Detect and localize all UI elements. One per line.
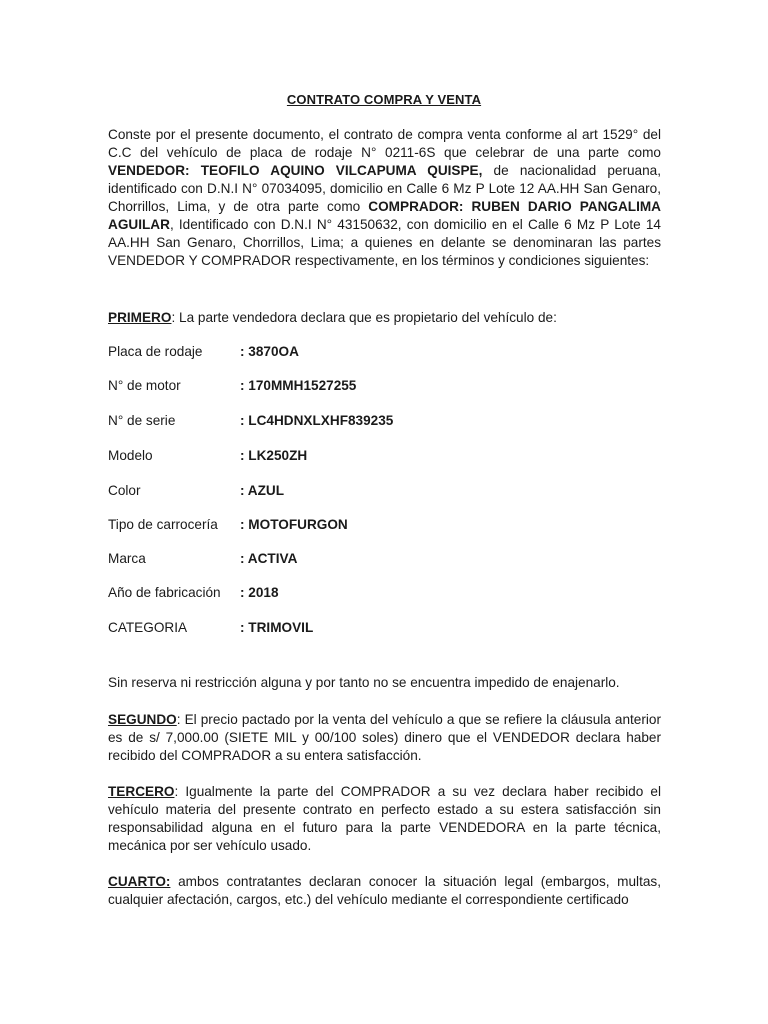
- field-row: [108, 412, 668, 430]
- field-label: Marca: [108, 551, 146, 566]
- segundo-text: : El precio pactado por la venta del vehículo a que se refiere la cláusula anterior es de s/ 7,000.00 (SIETE MIL y 00/100 soles) dinero que el VENDEDOR declara haber recibido del COMPRADOR a su entera satisfacción.: [108, 712, 661, 763]
- field-value: : 170MMH1527255: [240, 378, 357, 393]
- primero-text: : La parte vendedora declara que es propietario del vehículo de:: [171, 310, 557, 325]
- segundo-label: SEGUNDO: [108, 712, 177, 727]
- tercero-text: : Igualmente la parte del COMPRADOR a su vez declara haber recibido el vehículo materia del presente contrato en perfecto estado a su estera satisfacción sin responsabilidad alguna en el futuro para la parte VENDEDORA en la parte técnica, mecánica por ser vehículo usado.: [108, 784, 661, 853]
- field-row: [108, 447, 668, 465]
- field-label: Placa de rodaje: [108, 344, 203, 359]
- field-label: N° de motor: [108, 378, 181, 393]
- clause-tercero: [108, 783, 661, 855]
- field-label: Modelo: [108, 448, 153, 463]
- field-label: CATEGORIA: [108, 620, 188, 635]
- intro-text-1: Conste por el presente documento, el contrato de compra venta conforme al art 1529° del C.C del vehículo de placa de rodaje N° 0211-6S que celebrar de una parte como: [108, 127, 661, 160]
- seller-label: VENDEDOR: TEOFILO AQUINO VILCAPUMA QUISPE,: [108, 163, 483, 178]
- field-label: N° de serie: [108, 413, 176, 428]
- field-label: Color: [108, 483, 141, 498]
- field-value: : TRIMOVIL: [240, 620, 314, 635]
- field-value: : LC4HDNXLXHF839235: [240, 413, 394, 428]
- reserva-statement: Sin reserva ni restricción alguna y por tanto no se encuentra impedido de enajenarlo.: [108, 675, 620, 690]
- field-row: [108, 516, 668, 534]
- field-value: : AZUL: [240, 483, 285, 498]
- field-value: : 3870OA: [240, 344, 299, 359]
- cuarto-text: ambos contratantes declaran conocer la situación legal (embargos, multas, cualquier afectación, cargos, etc.) del vehículo mediante el correspondiente certificado: [108, 874, 661, 907]
- field-value: : ACTIVA: [240, 551, 298, 566]
- field-row: [108, 584, 668, 602]
- field-row: [108, 619, 668, 637]
- intro-text-2: de nacionalidad peruana, identificado con D.N.I N° 07034095, domicilio en Calle 6 Mz P Lote 12 AA.HH San Genaro, Chorrillos, Lima, y de otra parte como: [108, 163, 661, 214]
- primero-label: PRIMERO: [108, 310, 172, 325]
- document-title: CONTRATO COMPRA Y VENTA: [286, 92, 482, 107]
- field-value: : MOTOFURGON: [240, 517, 348, 532]
- clause-cuarto: [108, 873, 661, 909]
- field-value: : 2018: [240, 585, 279, 600]
- buyer-label: COMPRADOR: RUBEN DARIO PANGALIMA AGUILAR: [108, 199, 661, 232]
- cuarto-label: CUARTO:: [108, 874, 171, 889]
- field-row: [108, 482, 668, 500]
- field-row: [108, 550, 668, 568]
- field-label: Tipo de carrocería: [108, 517, 218, 532]
- intro-paragraph: [108, 126, 661, 270]
- field-row: [108, 343, 668, 361]
- clause-segundo: [108, 711, 661, 765]
- tercero-label: TERCERO: [108, 784, 175, 799]
- field-label: Año de fabricación: [108, 585, 221, 600]
- intro-text-3: , Identificado con D.N.I N° 43150632, con domicilio en el Calle 6 Mz P Lote 14 AA.HH San Genaro, Chorrillos, Lima; a quienes en delante se denominaran las partes VENDEDOR Y COMPRADOR respectivamente, en los términos y condiciones siguientes:: [108, 217, 661, 268]
- field-value: : LK250ZH: [240, 448, 308, 463]
- clause-primero: [108, 309, 668, 327]
- field-row: [108, 377, 668, 395]
